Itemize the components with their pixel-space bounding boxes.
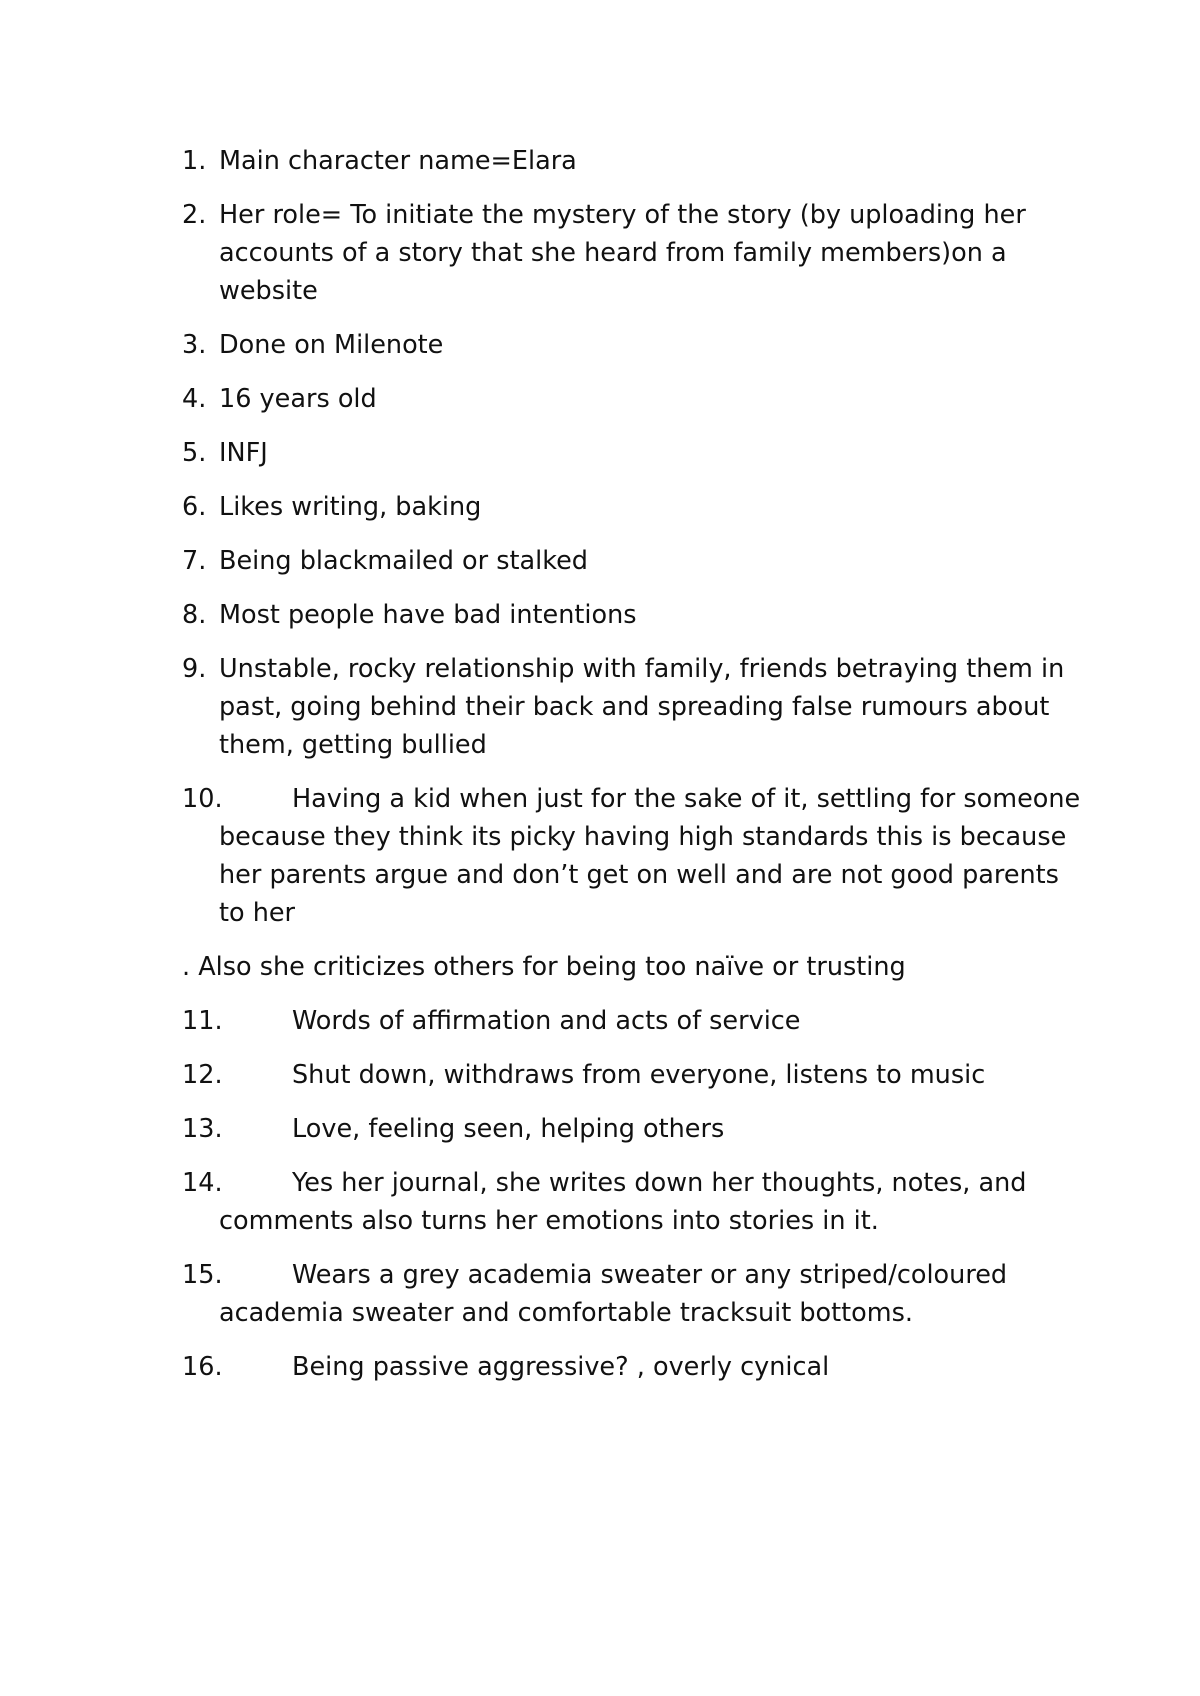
list-text: INFJ xyxy=(219,438,268,468)
list-item xyxy=(182,650,1082,764)
list-item xyxy=(182,1002,1082,1040)
list-item xyxy=(182,488,1082,526)
list-text: Being passive aggressive? , overly cynical xyxy=(292,1352,830,1382)
list-item xyxy=(182,780,1082,932)
list-text: Words of affirmation and acts of service xyxy=(292,1006,801,1036)
list-text: Wears a grey academia sweater or any striped/coloured academia sweater and comfortable tracksuit bottoms. xyxy=(219,1260,1008,1328)
list-text: Love, feeling seen, helping others xyxy=(292,1114,725,1144)
list-number: 2. xyxy=(182,200,207,230)
list-number: 1. xyxy=(182,146,207,176)
list-number: 7. xyxy=(182,546,207,576)
list-number: 3. xyxy=(182,330,207,360)
list-text: Likes writing, baking xyxy=(219,492,482,522)
list-item xyxy=(182,1348,1082,1386)
list-number: 4. xyxy=(182,384,207,414)
list-number: 5. xyxy=(182,438,207,468)
list-number: 11. xyxy=(182,1006,223,1036)
list-text: Being blackmailed or stalked xyxy=(219,546,588,576)
list-text: Most people have bad intentions xyxy=(219,600,637,630)
numbered-list xyxy=(182,142,1082,1402)
list-item xyxy=(182,1110,1082,1148)
list-item xyxy=(182,434,1082,472)
list-item xyxy=(182,1256,1082,1332)
list-item xyxy=(182,380,1082,418)
list-item xyxy=(182,596,1082,634)
list-text: 16 years old xyxy=(219,384,377,414)
list-text: Yes her journal, she writes down her thoughts, notes, and comments also turns her emotions into stories in it. xyxy=(219,1168,1027,1236)
list-text: Main character name=Elara xyxy=(219,146,577,176)
list-item xyxy=(182,1164,1082,1240)
list-text: Her role= To initiate the mystery of the story (by uploading her accounts of a story that she heard from family members)on a website xyxy=(219,200,1026,306)
note-line: . Also she criticizes others for being too naïve or trusting xyxy=(182,952,906,982)
list-item xyxy=(182,1056,1082,1094)
list-text: Done on Milenote xyxy=(219,330,444,360)
list-item xyxy=(182,142,1082,180)
list-number: 10. xyxy=(182,784,223,814)
list-item xyxy=(182,542,1082,580)
list-item xyxy=(182,326,1082,364)
list-number: 12. xyxy=(182,1060,223,1090)
list-number: 9. xyxy=(182,654,207,684)
list-number: 6. xyxy=(182,492,207,522)
list-number: 14. xyxy=(182,1168,223,1198)
list-item xyxy=(182,196,1082,310)
list-number: 16. xyxy=(182,1352,223,1382)
list-text: Having a kid when just for the sake of it, settling for someone because they think its picky having high standards this is because her parents argue and don’t get on well and are not good parents to her xyxy=(219,784,1081,928)
list-number: 13. xyxy=(182,1114,223,1144)
list-text: Shut down, withdraws from everyone, listens to music xyxy=(292,1060,986,1090)
list-number: 8. xyxy=(182,600,207,630)
list-number: 15. xyxy=(182,1260,223,1290)
list-text: Unstable, rocky relationship with family, friends betraying them in past, going behind their back and spreading false rumours about them, getting bullied xyxy=(219,654,1065,760)
